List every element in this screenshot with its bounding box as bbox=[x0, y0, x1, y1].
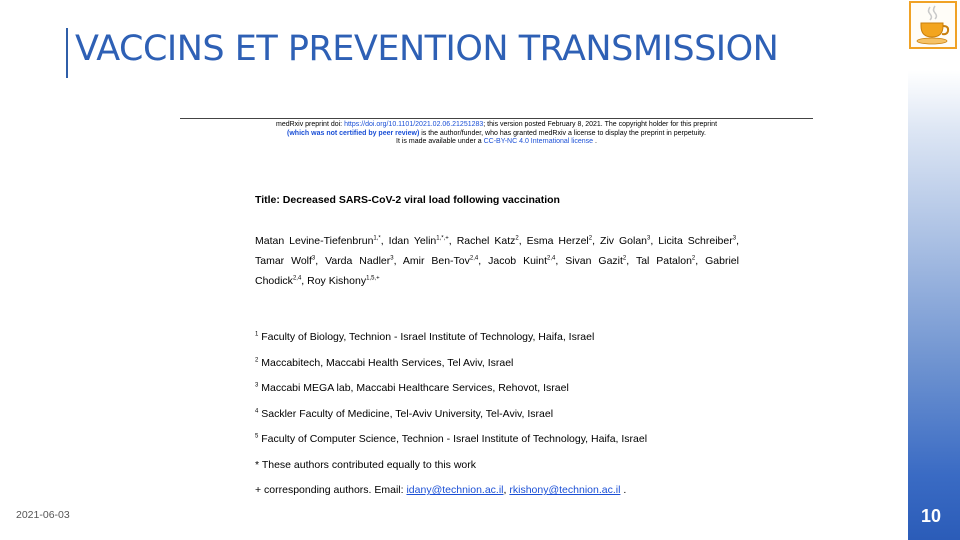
author: Roy Kishony$^{1,5,+}$ bbox=[307, 275, 380, 287]
header-line-1: medRxiv preprint doi: https://doi.org/10.1101/2021.02.06.21251283; this version posted February 8, 2021. The copyright holder for this preprint bbox=[275, 121, 718, 128]
header-line-3: It is made available under a CC-BY-NC 4.0 International license . bbox=[396, 138, 597, 145]
author: Amir Ben-Tov$^{2,4}$ bbox=[402, 255, 479, 267]
affiliation-item: $^4$ Sackler Faculty of Medicine, Tel-Aviv University, Tel-Aviv, Israel bbox=[255, 407, 554, 420]
author: Licita Schreiber$^3$ bbox=[658, 235, 737, 247]
author: Tamar Wolf$^3$ bbox=[255, 255, 316, 267]
author: Sivan Gazit$^2$ bbox=[565, 255, 627, 267]
author: Gabriel Chodick$^{2,4}$ bbox=[255, 255, 739, 287]
author: Matan Levine-Tiefenbrun$^{1,*}$ bbox=[255, 235, 381, 247]
slide-title: VACCINS ET PREVENTION TRANSMISSION bbox=[75, 29, 779, 69]
slide-number: 10 bbox=[920, 506, 942, 526]
coffee-cup-logo bbox=[909, 1, 957, 49]
affiliation-item: $^1$ Faculty of Biology, Technion - Israel Institute of Technology, Haifa, Israel bbox=[255, 331, 595, 343]
doi-link[interactable]: https://doi.org/10.1101/2021.02.06.21251283 bbox=[344, 121, 484, 128]
license-link[interactable]: CC-BY-NC 4.0 International license bbox=[483, 138, 594, 145]
author: Idan Yelin$^{1,*,+}$ bbox=[388, 235, 449, 247]
coffee-cup-icon bbox=[911, 3, 955, 47]
affiliation-item: $^3$ Maccabi MEGA lab, Maccabi Healthcare Services, Rehovot, Israel bbox=[255, 382, 569, 394]
author: Ziv Golan$^3$ bbox=[600, 235, 651, 247]
preprint-excerpt bbox=[180, 118, 813, 498]
author: Jacob Kuint$^{2,4}$ bbox=[488, 255, 556, 267]
author: Esma Herzel$^2$ bbox=[526, 235, 593, 247]
author: Varda Nadler$^3$ bbox=[325, 255, 394, 267]
author: Tal Patalon$^2$ bbox=[635, 255, 696, 267]
affiliation-item: $^5$ Faculty of Computer Science, Technion - Israel Institute of Technology, Haifa, Israel bbox=[255, 433, 648, 445]
preprint-header bbox=[180, 121, 813, 147]
header-divider bbox=[180, 118, 813, 119]
affiliation-list bbox=[255, 330, 795, 509]
header-line-2: (which was not certified by peer review) is the author/funder, who has granted medRxiv a license to display the preprint in perpetuity. bbox=[287, 129, 706, 137]
email-link-2[interactable]: rkishony@technion.ac.il bbox=[509, 484, 621, 496]
corresponding-authors: + corresponding authors. Email: idany@technion.ac.il, rkishony@technion.ac.il . bbox=[255, 484, 627, 496]
author: Rachel Katz$^2$ bbox=[456, 235, 519, 247]
author-list: Matan Levine-Tiefenbrun$^{1,*}$, Idan Yelin$^{1,*,+}$, Rachel Katz$^2$, Esma Herzel$^2$, Ziv Golan$^3$, Licita Schreiber$^3$, Tamar Wolf$^3$, Varda Nadler$^3$, Amir Ben-Tov$^{2,4}$, Jacob Kuint$^{2,4}$, Sivan Gazit$^2$, Tal Patalon$^2$, Gabriel Chodick$^{2,4}$, Roy Kishony$^{1,5,+}$ bbox=[255, 235, 739, 287]
slide-date: 2021-06-03 bbox=[16, 509, 70, 521]
right-gradient-band bbox=[908, 0, 960, 540]
equal-contribution-note: * These authors contributed equally to this work bbox=[255, 458, 477, 471]
email-link-1[interactable]: idany@technion.ac.il bbox=[406, 484, 504, 496]
title-accent-bar bbox=[66, 28, 68, 78]
paper-title: Title: Decreased SARS-CoV-2 viral load following vaccination bbox=[255, 194, 560, 206]
affiliation-item: $^2$ Maccabitech, Maccabi Health Services, Tel Aviv, Israel bbox=[255, 356, 514, 369]
